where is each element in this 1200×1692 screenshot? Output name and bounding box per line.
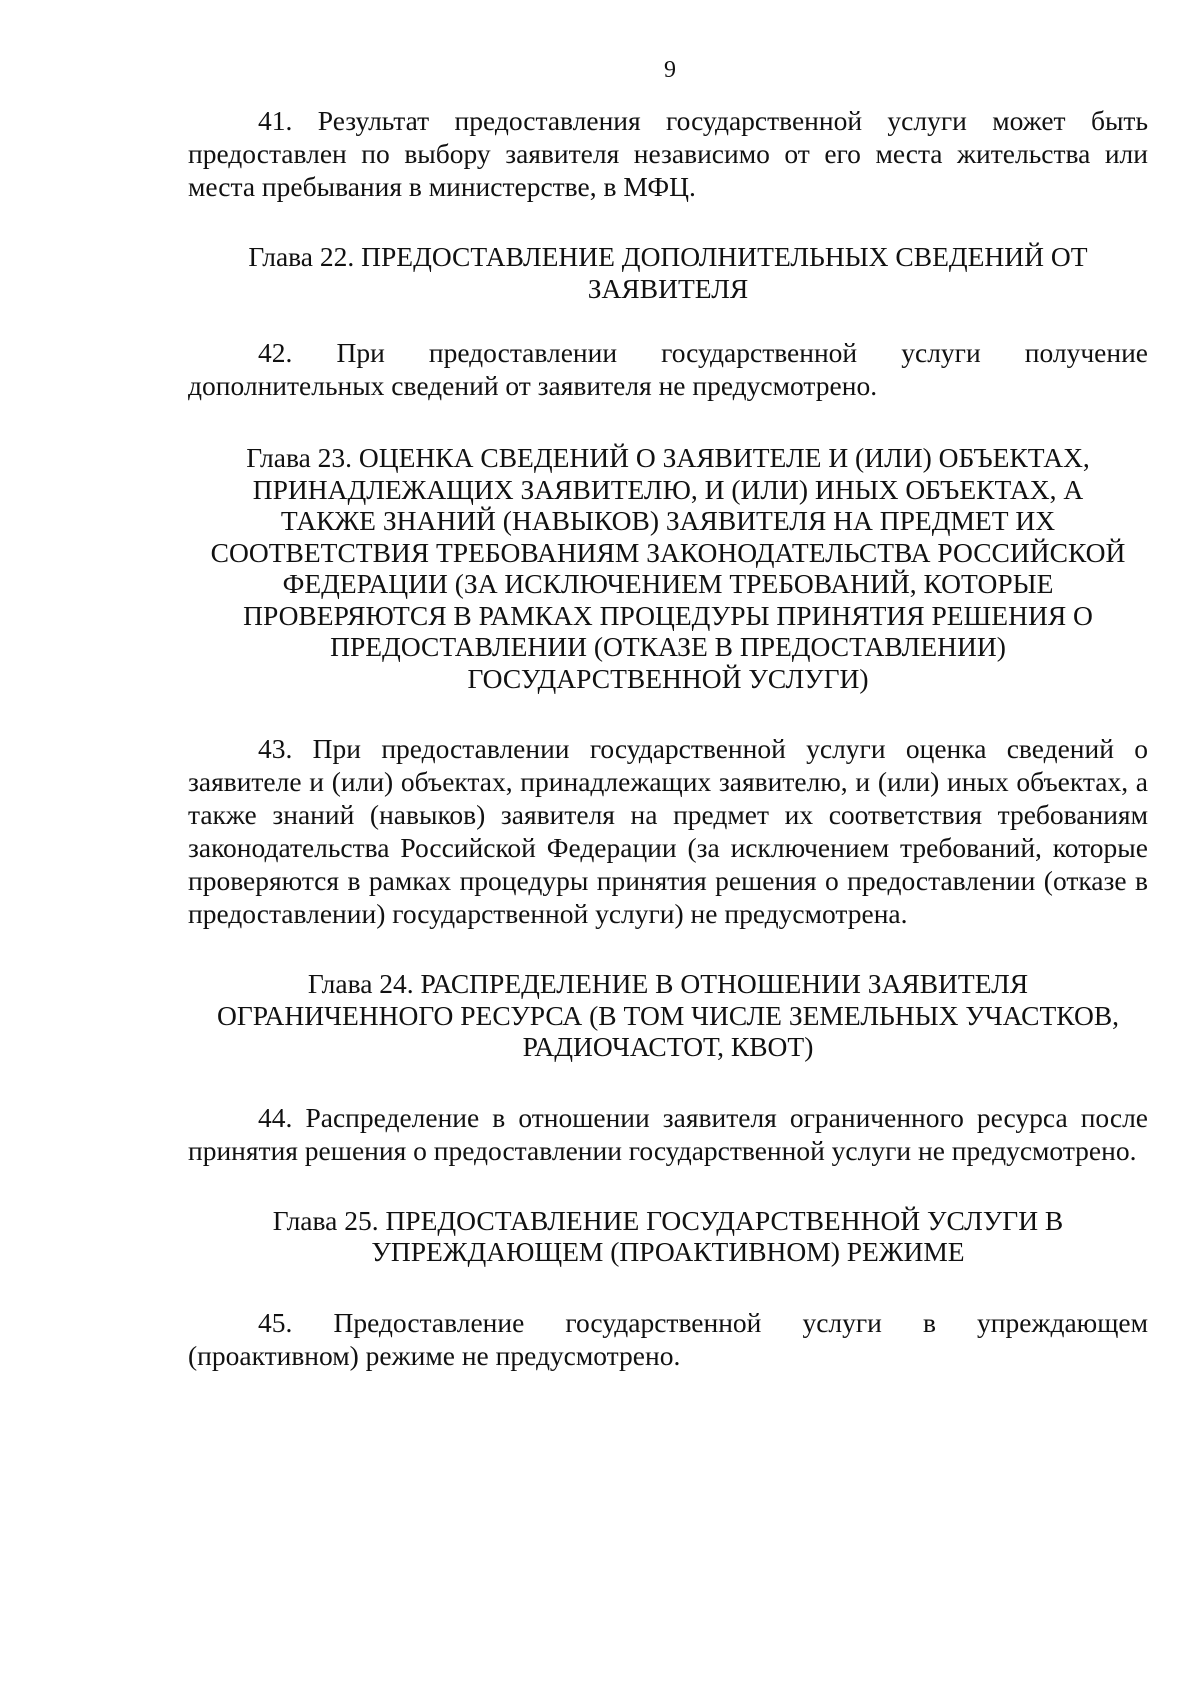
chapter-24-line: РАДИОЧАСТОТ, КВОТ)	[522, 1031, 814, 1062]
chapter-25-line: УПРЕЖДАЮЩЕМ (ПРОАКТИВНОМ) РЕЖИМЕ	[371, 1236, 965, 1267]
page-number: 9	[664, 57, 676, 83]
chapter-23-line: ПРИНАДЛЕЖАЩИХ ЗАЯВИТЕЛЮ, И (ИЛИ) ИНЫХ ОБЪЕКТАХ, А	[252, 473, 1084, 505]
paragraph-42: 42. При предоставлении государственной услуги получение дополнительных сведений от заявителя не предусмотрено.	[188, 337, 1148, 401]
chapter-23-line: ПРЕДОСТАВЛЕНИИ (ОТКАЗЕ В ПРЕДОСТАВЛЕНИИ)	[330, 631, 1006, 662]
paragraph-43: 43. При предоставлении государственной услуги оценка сведений о заявителе и (или) объектах, принадлежащих заявителю, и (или) иных объектах, а также знаний (навыков) заявителя на предмет их соответствия требованиям законодательства Российской Федерации (за исключением требований, которые проверяются в рамках процедуры принятия решения о предоставлении (отказе в предоставлении) государственной услуги) не предусмотрена.	[188, 733, 1148, 929]
chapter-22-heading	[188, 241, 1148, 304]
chapter-23-heading	[188, 442, 1148, 694]
chapter-25-heading	[188, 1205, 1148, 1268]
chapter-23-line: Глава 23. ОЦЕНКА СВЕДЕНИЙ О ЗАЯВИТЕЛЕ И (ИЛИ) ОБЪЕКТАХ,	[246, 442, 1090, 473]
chapter-22-line: Глава 22. ПРЕДОСТАВЛЕНИЕ ДОПОЛНИТЕЛЬНЫХ СВЕДЕНИЙ ОТ	[248, 241, 1088, 272]
chapter-24-heading	[188, 968, 1148, 1063]
chapter-23-line: ФЕДЕРАЦИИ (ЗА ИСКЛЮЧЕНИЕМ ТРЕБОВАНИЙ, КОТОРЫЕ	[282, 568, 1054, 599]
chapter-23-line: СООТВЕТСТВИЯ ТРЕБОВАНИЯМ ЗАКОНОДАТЕЛЬСТВА РОССИЙСКОЙ	[210, 536, 1126, 568]
paragraph-44: 44. Распределение в отношении заявителя ограниченного ресурса после принятия решения о предоставлении государственной услуги не предусмотрено.	[188, 1101, 1148, 1166]
chapter-23-line: ПРОВЕРЯЮТСЯ В РАМКАХ ПРОЦЕДУРЫ ПРИНЯТИЯ РЕШЕНИЯ О	[243, 599, 1093, 631]
chapter-24-line: Глава 24. РАСПРЕДЕЛЕНИЕ В ОТНОШЕНИИ ЗАЯВИТЕЛЯ	[307, 968, 1029, 999]
chapter-24-line: ОГРАНИЧЕННОГО РЕСУРСА (В ТОМ ЧИСЛЕ ЗЕМЕЛЬНЫХ УЧАСТКОВ,	[216, 999, 1120, 1031]
chapter-22-line: ЗАЯВИТЕЛЯ	[587, 272, 749, 304]
chapter-25-line: Глава 25. ПРЕДОСТАВЛЕНИЕ ГОСУДАРСТВЕННОЙ УСЛУГИ В	[272, 1204, 1064, 1236]
page-content	[188, 104, 1148, 1372]
chapter-23-line: ГОСУДАРСТВЕННОЙ УСЛУГИ)	[467, 662, 869, 694]
chapter-23-line: ТАКЖЕ ЗНАНИЙ (НАВЫКОВ) ЗАЯВИТЕЛЯ НА ПРЕДМЕТ ИХ	[280, 505, 1056, 536]
paragraph-45: 45. Предоставление государственной услуги в упреждающем (проактивном) режиме не предусмотрено.	[188, 1306, 1148, 1371]
paragraph-41: 41. Результат предоставления государственной услуги может быть предоставлен по выбору заявителя независимо от его места жительства или места пребывания в министерстве, в МФЦ.	[188, 105, 1148, 202]
